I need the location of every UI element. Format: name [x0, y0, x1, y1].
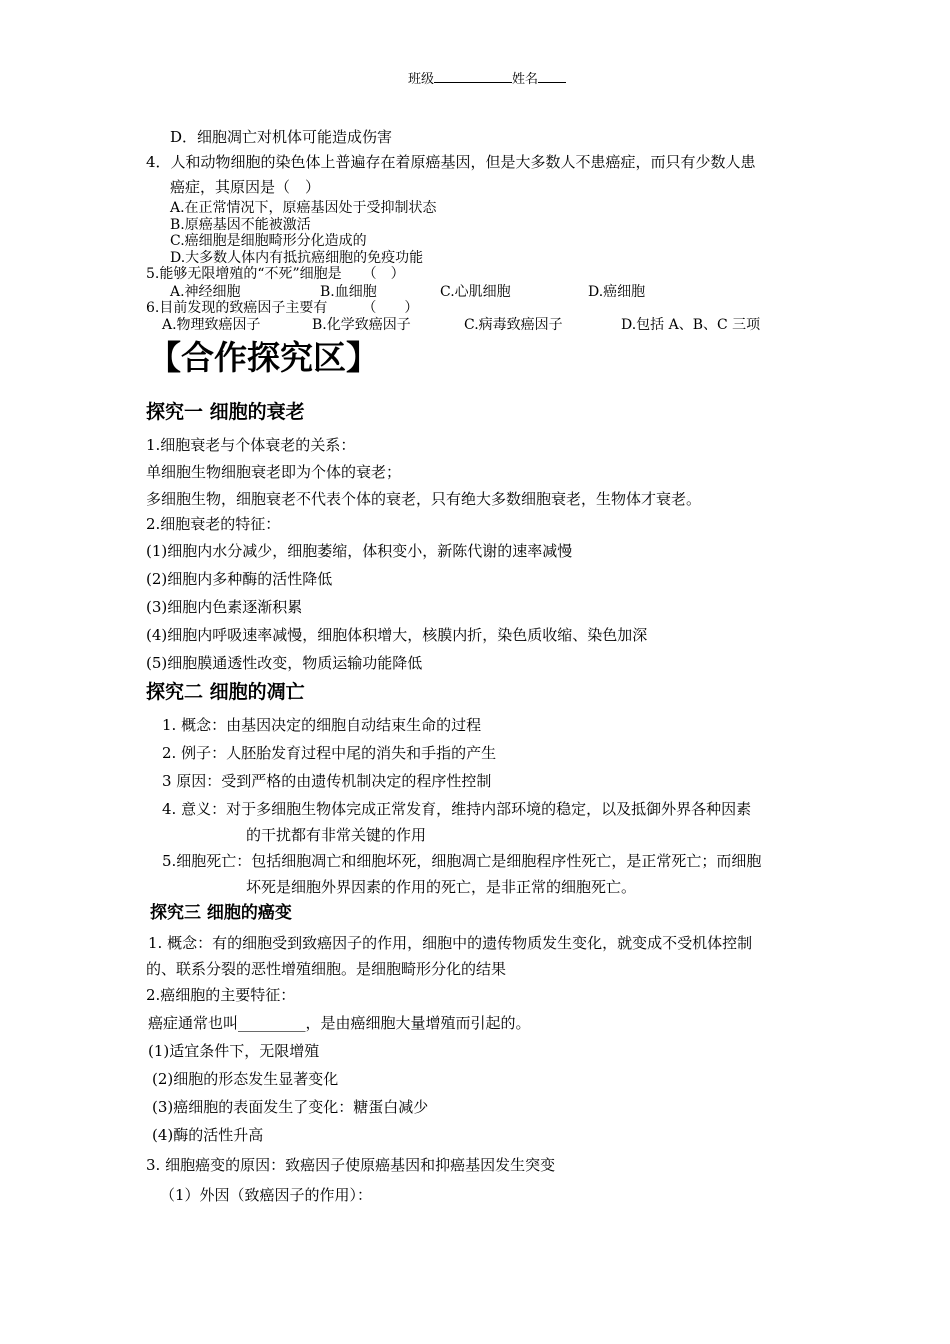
s2-line: 2. 例子：人胚胎发育过程中尾的消失和手指的产生 [162, 744, 497, 762]
question6-option-c: C.病毒致癌因子 [464, 317, 563, 333]
s3-line: （1）外因（致癌因子的作用）： [160, 1186, 373, 1204]
s3-line: 癌症通常也叫_________，是由癌细胞大量增殖而引起的。 [148, 1014, 531, 1032]
name-label: 姓名 [512, 72, 539, 87]
s2-line: 1. 概念：由基因决定的细胞自动结束生命的过程 [162, 716, 482, 734]
s1-line: (4)细胞内呼吸速率减慢，细胞体积增大，核膜内折，染色质收缩、染色加深 [146, 626, 648, 644]
s3-line: (2)细胞的形态发生显著变化 [152, 1070, 339, 1088]
question4-option-b: B.原癌基因不能被激活 [170, 217, 311, 233]
cooperation-title: 【合作探究区】 [148, 338, 379, 377]
section2-title: 探究二 细胞的凋亡 [146, 681, 305, 703]
section3-title: 探究三 细胞的癌变 [150, 903, 292, 923]
question5-option-a: A.神经细胞 [170, 284, 241, 300]
question4-option-d: D.大多数人体内有抵抗癌细胞的免疫功能 [170, 250, 424, 266]
s3-line: 3. 细胞癌变的原因：致癌因子使原癌基因和抑癌基因发生突变 [146, 1156, 556, 1174]
s1-line: 2.细胞衰老的特征： [146, 515, 281, 533]
s2-line: 坏死是细胞外界因素的作用的死亡，是非正常的细胞死亡。 [246, 878, 637, 896]
question4-option-a: A.在正常情况下，原癌基因处于受抑制状态 [170, 200, 437, 216]
question6-option-a: A.物理致癌因子 [162, 317, 261, 333]
question5-option-c: C.心肌细胞 [440, 284, 511, 300]
s3-line: 1. 概念：有的细胞受到致癌因子的作用，细胞中的遗传物质发生变化，就变成不受机体控制 [148, 934, 753, 952]
s3-line: (4)酶的活性升高 [152, 1126, 264, 1144]
question6-option-d: D.包括 A、B、C 三项 [621, 317, 761, 333]
question4-stem: 4．人和动物细胞的染色体上普遍存在着原癌基因，但是大多数人不患癌症，而只有少数人患 [146, 153, 756, 171]
question5-option-b: B.血细胞 [320, 284, 377, 300]
s3-line: 2.癌细胞的主要特征： [146, 986, 296, 1004]
s1-line: (2)细胞内多种酶的活性降低 [146, 570, 333, 588]
question4-stem-cont: 癌症，其原因是（ ） [170, 178, 321, 196]
class-label: 班级 [408, 72, 435, 87]
name-blank [538, 68, 566, 83]
s2-line: 3 原因：受到严格的由遗传机制决定的程序性控制 [162, 772, 492, 790]
question5-stem: 5.能够无限增殖的“不死”细胞是 （ ） [146, 266, 405, 282]
s2-line: 4. 意义：对于多细胞生物体完成正常发育，维持内部环境的稳定，以及抵御外界各种因素 [162, 800, 752, 818]
s1-line: 单细胞生物细胞衰老即为个体的衰老； [146, 463, 402, 481]
s3-line: (1)适宜条件下，无限增殖 [148, 1042, 320, 1060]
question4-option-c: C.癌细胞是细胞畸形分化造成的 [170, 233, 367, 249]
s3-line: 的、联系分裂的恶性增殖细胞。是细胞畸形分化的结果 [146, 960, 507, 978]
s1-line: (5)细胞膜通透性改变，物质运输功能降低 [146, 654, 423, 672]
question5-option-d: D.癌细胞 [588, 284, 646, 300]
s1-line: 1.细胞衰老与个体衰老的关系： [146, 436, 356, 454]
s2-line: 的干扰都有非常关键的作用 [246, 826, 427, 844]
s3-line: (3)癌细胞的表面发生了变化：糖蛋白减少 [152, 1098, 429, 1116]
s1-line: (1)细胞内水分减少，细胞萎缩，体积变小，新陈代谢的速率减慢 [146, 542, 573, 560]
section1-title: 探究一 细胞的衰老 [146, 401, 305, 423]
s2-line: 5.细胞死亡：包括细胞凋亡和细胞坏死，细胞凋亡是细胞程序性死亡，是正常死亡；而细胞 [162, 852, 762, 870]
question6-option-b: B.化学致癌因子 [312, 317, 411, 333]
s1-line: 多细胞生物，细胞衰老不代表个体的衰老，只有绝大多数细胞衰老，生物体才衰老。 [146, 490, 702, 508]
question3-option-d: D．细胞凋亡对机体可能造成伤害 [170, 128, 393, 146]
class-blank [434, 68, 512, 83]
page-header [408, 68, 566, 88]
question6-stem: 6.目前发现的致癌因子主要有 （ ） [146, 300, 419, 316]
s1-line: (3)细胞内色素逐渐积累 [146, 598, 303, 616]
